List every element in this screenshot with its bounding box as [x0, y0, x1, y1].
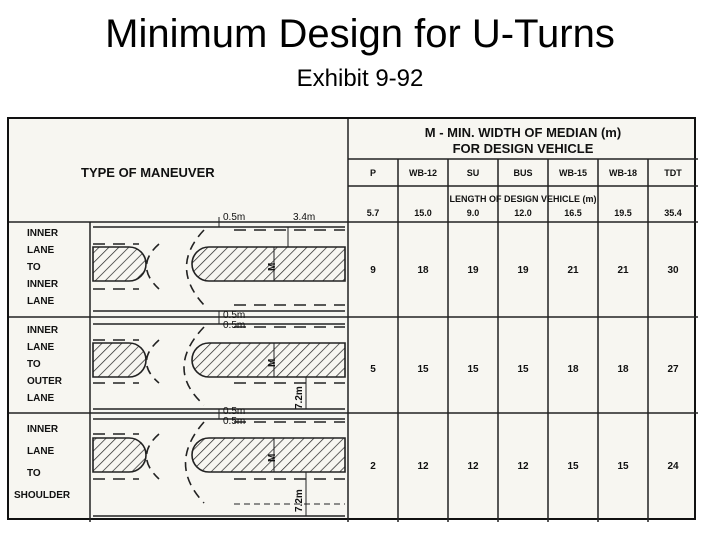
cell-row3-wb15: 15 — [567, 461, 579, 472]
lane-width-7-2-label: 7.2m — [294, 386, 305, 409]
cell-row2-tdt: 27 — [667, 364, 679, 375]
row-label-line: LANE — [27, 446, 55, 457]
diagram-inner-to-shoulder — [93, 413, 345, 516]
vehicle-header-wb12: WB-12 — [408, 168, 437, 178]
lane-width-7-2-label: 7.2m — [294, 489, 305, 512]
cell-row1-p: 9 — [370, 265, 376, 276]
row-label-line: INNER — [27, 228, 59, 239]
cell-row2-p: 5 — [370, 364, 376, 375]
row-label-line: LANE — [27, 296, 55, 307]
gap-dimension-label: 0.5m — [223, 212, 246, 223]
cell-row1-su: 19 — [467, 265, 479, 276]
gap-dimension-label: 0.5m — [223, 406, 246, 417]
cell-row2-wb15: 18 — [567, 364, 579, 375]
cell-row1-bus: 19 — [517, 265, 529, 276]
vehicle-header-wb15: WB-15 — [558, 168, 587, 178]
lane-width-label: 3.4m — [293, 212, 316, 223]
cell-row2-bus: 15 — [517, 364, 529, 375]
median-width-header: M - MIN. WIDTH OF MEDIAN (m) — [424, 125, 622, 140]
exhibit-subtitle: Exhibit 9-92 — [296, 65, 424, 92]
row-label-line: LANE — [27, 245, 55, 256]
cell-row1-tdt: 30 — [667, 265, 679, 276]
vehicle-length-header: LENGTH OF DESIGN VEHICLE (m) — [449, 194, 597, 204]
cell-row1-wb15: 21 — [567, 265, 579, 276]
gap-dimension-label: 0.5m — [223, 416, 246, 427]
row-label-line: SHOULDER — [14, 490, 71, 501]
maneuver-column-header: TYPE OF MANEUVER — [81, 165, 215, 180]
vehicle-header-su: SU — [466, 168, 480, 178]
row-label-line: LANE — [27, 342, 55, 353]
row-label-line: INNER — [27, 325, 59, 336]
diagram-inner-to-outer — [93, 317, 345, 417]
length-wb18: 19.5 — [614, 208, 632, 218]
vehicle-header-tdt: TDT — [664, 168, 682, 178]
median-width-label: M — [267, 358, 278, 367]
page-title: Minimum Design for U-Turns — [105, 12, 615, 56]
cell-row1-wb12: 18 — [417, 265, 429, 276]
cell-row3-wb12: 12 — [417, 461, 429, 472]
cell-row2-wb18: 18 — [617, 364, 629, 375]
cell-row3-wb18: 15 — [617, 461, 629, 472]
row-label-line: OUTER — [27, 376, 62, 387]
median-width-label: M — [267, 262, 278, 271]
row-label-inner-to-inner — [27, 225, 58, 310]
row-label-line: TO — [27, 262, 41, 273]
design-vehicle-header: FOR DESIGN VEHICLE — [452, 141, 594, 156]
row-label-line: INNER — [27, 279, 59, 290]
u-turn-design-table — [7, 117, 696, 520]
row-label-line: INNER — [27, 424, 59, 435]
cell-row3-bus: 12 — [517, 461, 529, 472]
length-bus: 12.0 — [514, 208, 532, 218]
row-label-line: TO — [27, 359, 41, 370]
median-width-label: M — [267, 453, 278, 462]
length-wb12: 15.0 — [414, 208, 432, 218]
cell-row2-su: 15 — [467, 364, 479, 375]
vehicle-header-bus: BUS — [513, 168, 533, 178]
cell-row1-wb18: 21 — [617, 265, 629, 276]
vehicle-header-wb18: WB-18 — [608, 168, 637, 178]
vehicle-header-p: P — [369, 168, 376, 178]
gap-dimension-label: 0.5m — [223, 320, 246, 331]
cell-row3-su: 12 — [467, 461, 479, 472]
cell-row3-tdt: 24 — [667, 461, 679, 472]
gap-dimension-label: 0.5m — [223, 310, 246, 321]
row-label-inner-to-outer — [27, 322, 62, 407]
length-p: 5.7 — [366, 208, 380, 218]
cell-row3-p: 2 — [370, 461, 376, 472]
length-su: 9.0 — [466, 208, 480, 218]
length-tdt: 35.4 — [664, 208, 682, 218]
length-wb15: 16.5 — [564, 208, 582, 218]
diagram-inner-to-inner — [93, 217, 345, 319]
row-label-line: TO — [27, 468, 41, 479]
row-label-inner-to-shoulder — [14, 419, 70, 507]
cell-row2-wb12: 15 — [417, 364, 429, 375]
row-label-line: LANE — [27, 393, 55, 404]
